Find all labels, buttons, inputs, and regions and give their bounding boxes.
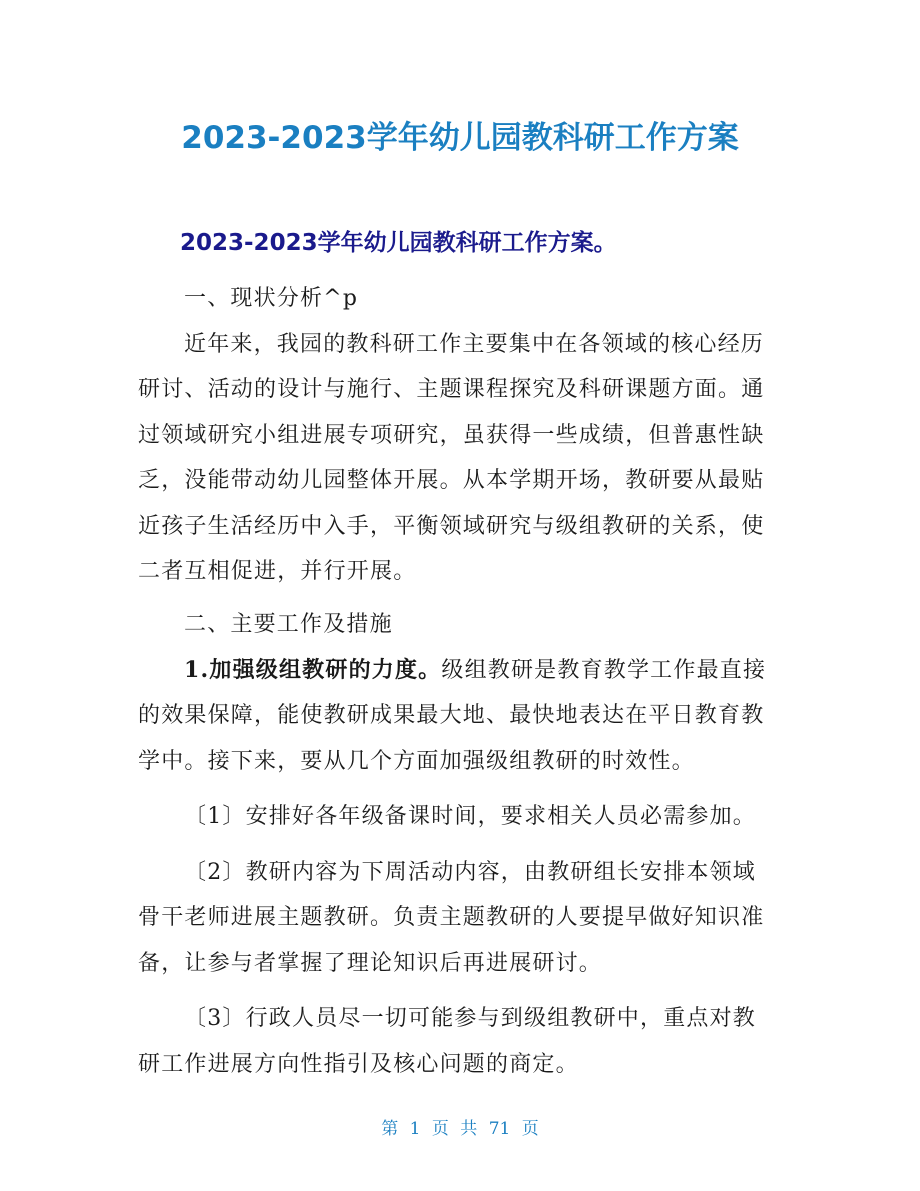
paragraph-1-line: 二者互相促进，并行开展。 <box>138 559 417 584</box>
section-1-block <box>138 276 786 595</box>
section-1-heading: 一、现状分析^p <box>184 286 359 311</box>
page-footer: 第 1 页 共 71 页 <box>381 1119 539 1139</box>
document-subtitle: 2023-2023学年幼儿园教科研工作方案。 <box>180 230 617 256</box>
sub-item-1: 〔1〕安排好各年级备课时间，要求相关人员必需参加。 <box>184 804 756 829</box>
paragraph-1-line: 过领域研究小组进展专项研究，虽获得一些成绩，但普惠性缺 <box>138 422 765 448</box>
item-1-text: 级组教研是教育教学工作最直接 <box>441 657 767 683</box>
item-1-first-line <box>138 648 786 694</box>
paragraph-1-line: 乏，没能带动幼儿园整体开展。从本学期开场，教研要从最贴 <box>138 468 765 493</box>
sub-item-2-line: 备，让参与者掌握了理论知识后再进展研讨。 <box>138 950 603 976</box>
sub-item-3-line: 研工作进展方向性指引及核心问题的商定。 <box>138 1051 579 1077</box>
sub-item-2-line: 骨干老师进展主题教研。负责主题教研的人要提早做好知识准 <box>138 905 765 930</box>
section-2-heading: 二、主要工作及措施 <box>184 612 393 637</box>
document-title: 2023-2023学年幼儿园教科研工作方案 <box>181 120 739 156</box>
item-1-heading: 1.加强级组教研的力度。 <box>184 656 442 683</box>
paragraph-1-line: 近年来，我园的教科研工作主要集中在各领域的核心经历 <box>184 331 765 357</box>
sub-item-2-line: 〔2〕教研内容为下周活动内容，由教研组长安排本领域 <box>184 859 756 885</box>
item-1-line: 的效果保障，能使教研成果最大地、最快地表达在平日教育教 <box>138 703 765 728</box>
paragraph-1-line: 近孩子生活经历中入手，平衡领域研究与级组教研的关系，使 <box>138 513 765 539</box>
section-2-block <box>138 602 786 1087</box>
sub-item-3-line: 〔3〕行政人员尽一切可能参与到级组教研中，重点对教 <box>184 1006 756 1031</box>
paragraph-1-line: 研讨、活动的设计与施行、主题课程探究及科研课题方面。通 <box>138 377 765 402</box>
item-1-line: 学中。接下来，要从几个方面加强级组教研的时效性。 <box>138 748 695 774</box>
